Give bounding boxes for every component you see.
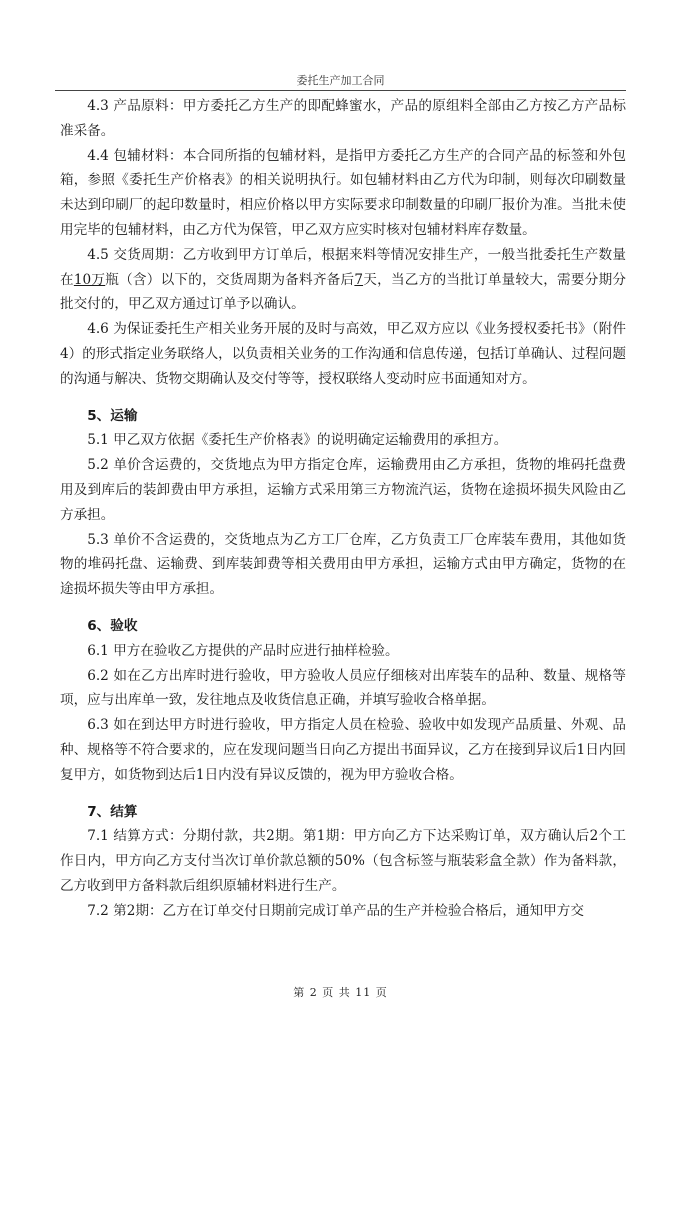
clause-4-3: 4.3 产品原料：甲方委托乙方生产的即配蜂蜜水，产品的原组料全部由乙方按乙方产品标准采备。 [60, 98, 626, 139]
contract-body [60, 94, 626, 924]
page-header-title: 委托生产加工合同 [296, 74, 385, 87]
clause-4-5-text-b: 瓶（含）以下的，交货周期为备料齐备后 [105, 271, 355, 288]
clause-4-6: 4.6 为保证委托生产相关业务开展的及时与高效，甲乙双方应以《业务授权委托书》（附件4）的形式指定业务联络人，以负责相关业务的工作沟通和信息传递，包括订单确认、过程问题的沟通与解决、货物交期确认及交付等等，授权联络人变动时应书面通知对方。 [60, 321, 626, 387]
clause-4-4: 4.4 包辅材料：本合同所指的包辅材料，是指甲方委托乙方生产的合同产品的标签和外包箱，参照《委托生产价格表》的相关说明执行。如包辅材料由乙方代为印制，则每次印刷数量未达到印刷厂的起印数量时，相应价格以甲方实际要求印制数量的印刷厂报价为准。当批未使用完毕的包辅材料，由乙方代为保管，甲乙双方应实时核对包辅材料库存数量。 [60, 147, 626, 238]
clause-4-5-quantity: 10万 [73, 271, 106, 288]
header-divider [55, 90, 626, 91]
clause-4-5-text-a: 4.5 交货周期：乙方收到甲方订单后，根据来料等情况安排生产，一般当批委托生产数量在 [60, 246, 626, 288]
section-heading-7: 7、结算 [87, 803, 138, 820]
clause-4-5-text-c: 天，当乙方的当批订单量较大，需要分期分批交付的，甲乙双方通过订单予以确认。 [60, 271, 627, 313]
section-heading-6: 6、验收 [87, 617, 138, 634]
clause-4-5 [60, 243, 626, 317]
clause-4-5-days: 7 [354, 271, 364, 288]
clause-5-3: 5.3 单价不含运费的，交货地点为乙方工厂仓库，乙方负责工厂仓库装车费用，其他如货物的堆码托盘、运输费、到库装卸费等相关费用由甲方承担，运输方式由甲方确定，货物的在途损坏损失等由甲方承担。 [60, 531, 626, 598]
clause-5-2: 5.2 单价含运费的，交货地点为甲方指定仓库，运输费用由乙方承担，货物的堆码托盘费用及到库后的装卸费由甲方承担，运输方式采用第三方物流汽运，货物在途损坏损失风险由乙方承担。 [60, 457, 626, 523]
clause-6-2: 6.2 如在乙方出库时进行验收，甲方验收人员应仔细核对出库装车的品种、数量、规格等项，应与出库单一致，发往地点及收货信息正确，并填写验收合格单据。 [60, 667, 626, 709]
clause-5-1: 5.1 甲乙双方依据《委托生产价格表》的说明确定运输费用的承担方。 [87, 432, 508, 449]
clause-6-1: 6.1 甲方在验收乙方提供的产品时应进行抽样检验。 [87, 642, 399, 659]
section-heading-5: 5、运输 [87, 407, 138, 424]
clause-7-1: 7.1 结算方式：分期付款，共2期。第1期：甲方向乙方下达采购订单，双方确认后2个工作日内，甲方向乙方支付当次订单价款总额的50%（包含标签与瓶装彩盒全款）作为备料款，乙方收到甲方备料款后组织原辅材料进行生产。 [60, 828, 626, 894]
clause-6-3: 6.3 如在到达甲方时进行验收，甲方指定人员在检验、验收中如发现产品质量、外观、品种、规格等不符合要求的，应在发现问题当日向乙方提出书面异议，乙方在接到异议后1日内回复甲方，如货物到达后1日内没有异议反馈的，视为甲方验收合格。 [60, 717, 626, 783]
clause-7-2: 7.2 第2期：乙方在订单交付日期前完成订单产品的生产并检验合格后，通知甲方交 [87, 902, 584, 919]
page-number: 第 2 页 共 11 页 [293, 986, 388, 999]
